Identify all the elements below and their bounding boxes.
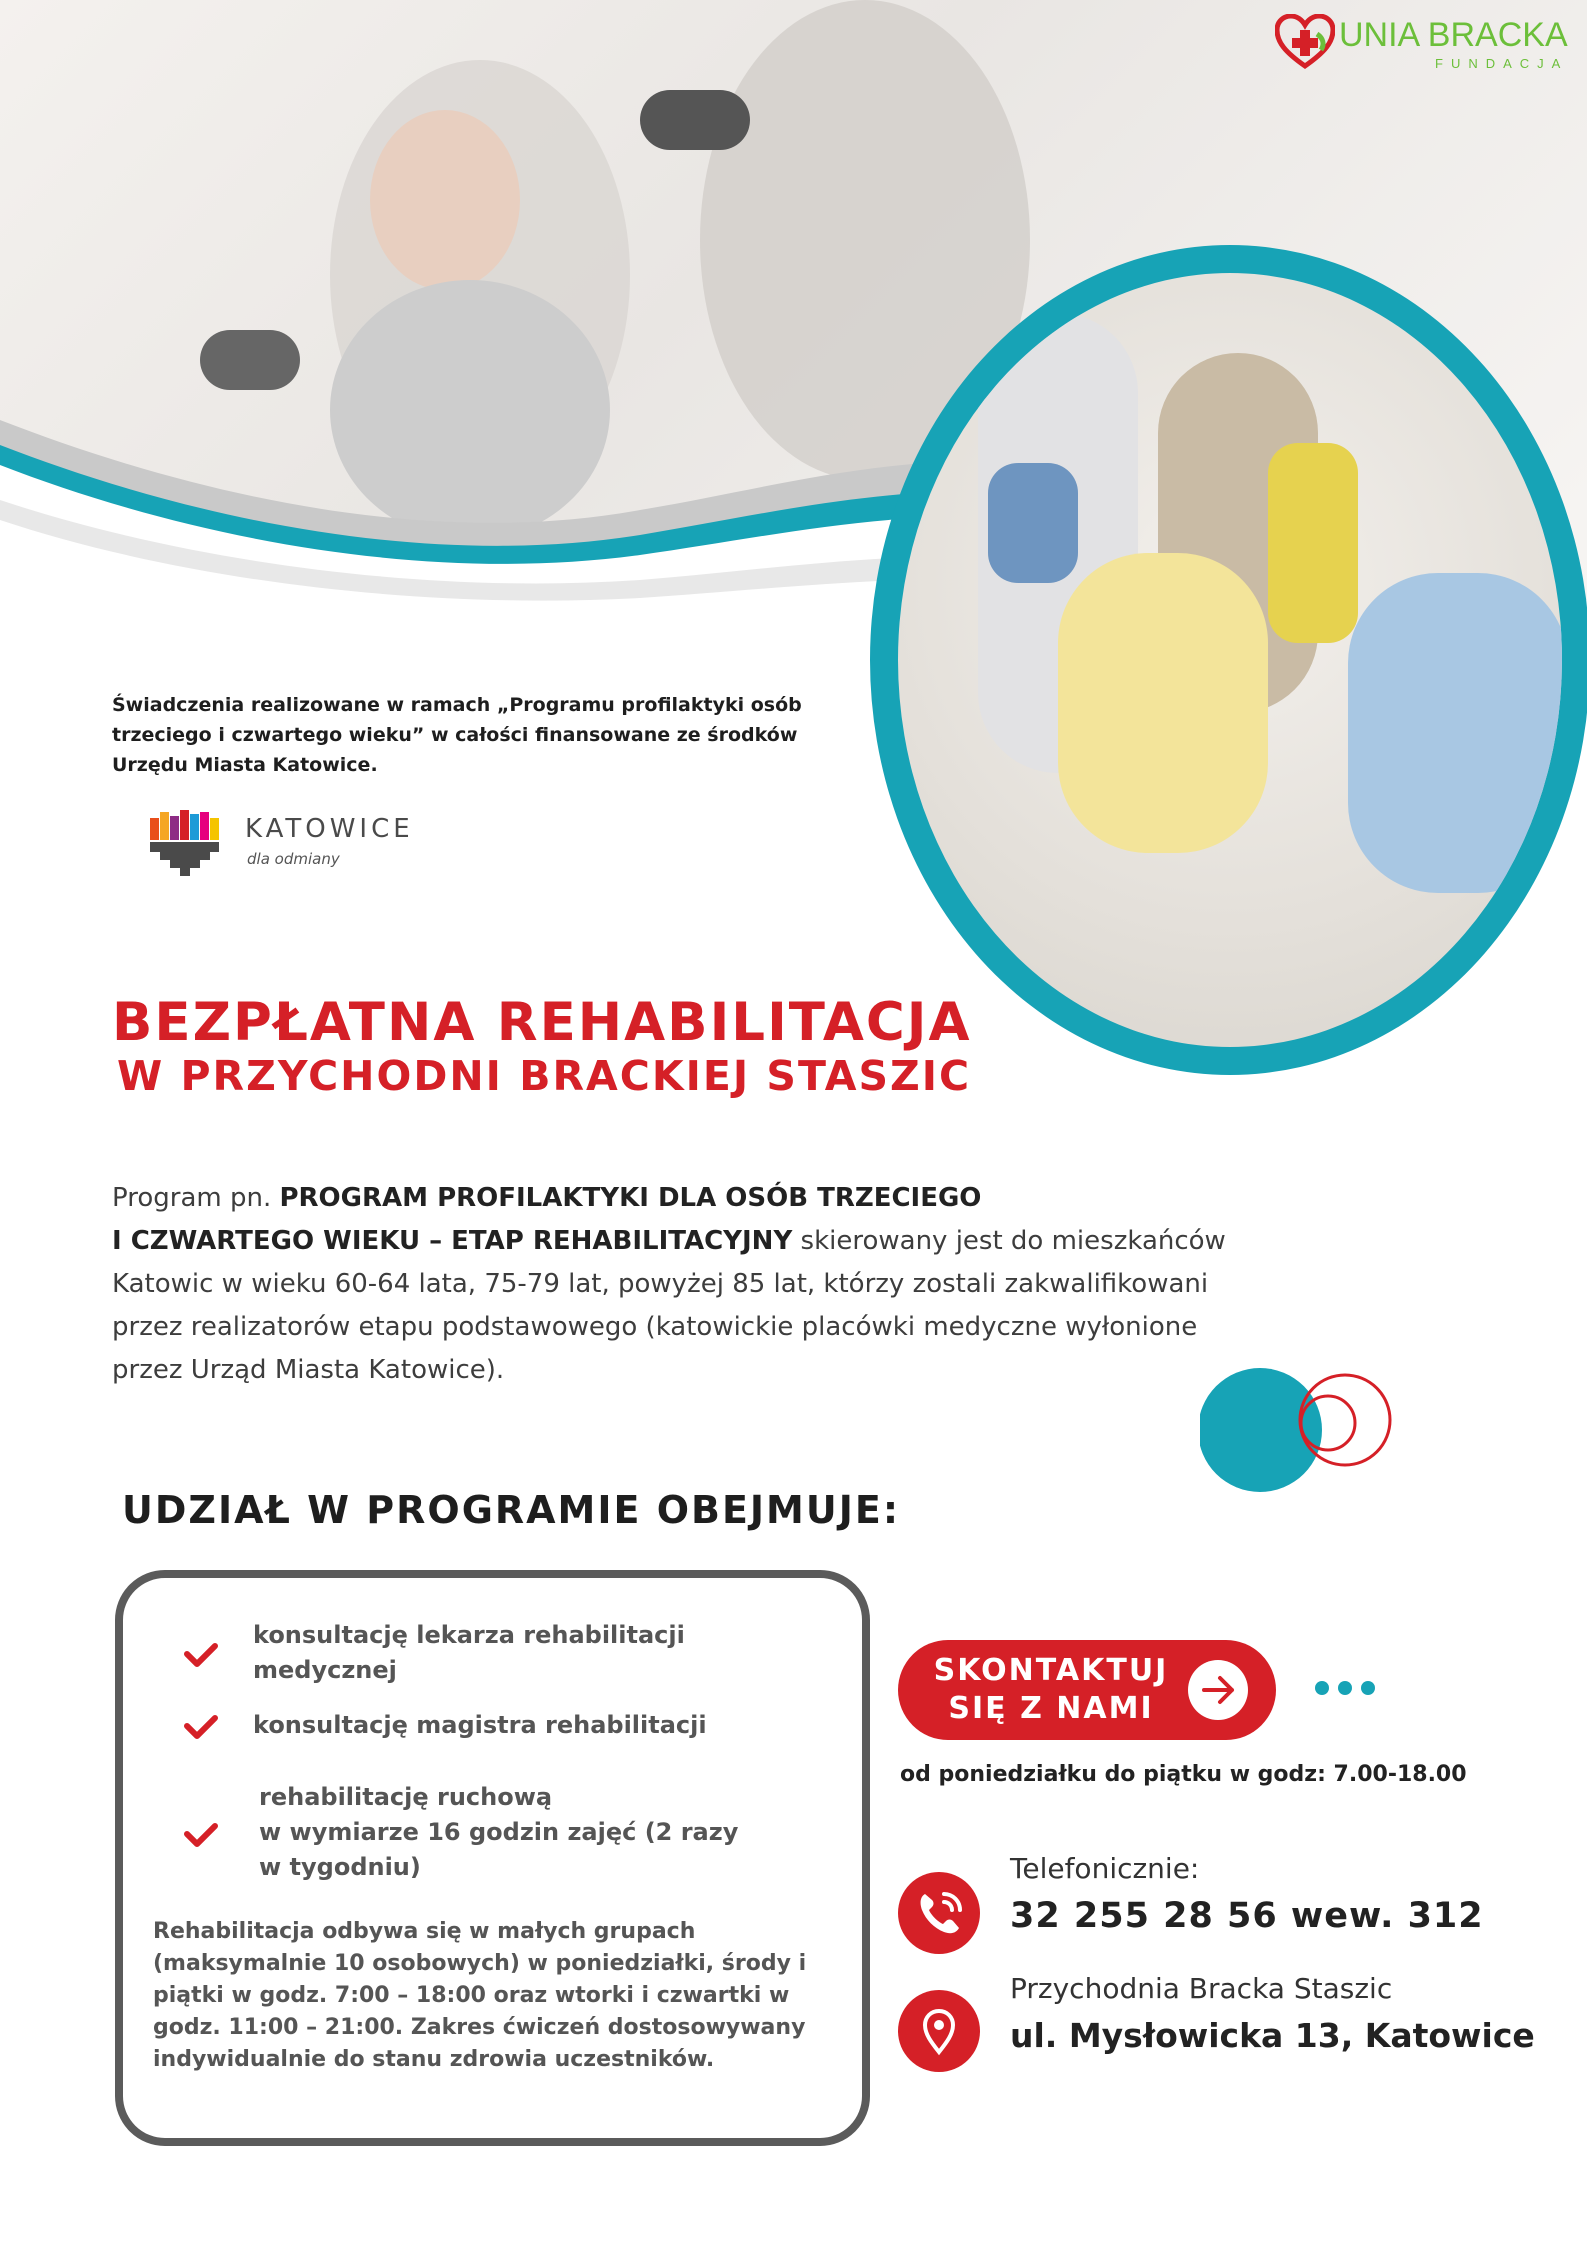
clinic-name: Przychodnia Bracka Staszic	[1010, 1972, 1393, 2005]
location-pin-icon	[898, 1990, 980, 2072]
katowice-emblem-icon	[150, 808, 230, 888]
benefit-text: konsultację magistra rehabilitacji	[253, 1711, 707, 1739]
phone-number[interactable]: 32 255 28 56 wew. 312	[1010, 1896, 1484, 1936]
benefit-text: konsultację lekarza rehabilitacji medycznej	[253, 1621, 685, 1684]
logo-name: UNIA BRACKA	[1339, 16, 1568, 54]
program-description	[112, 1177, 1262, 1392]
benefit-text: rehabilitację ruchową w wymiarze 16 godzin zajęć (2 razy w tygodniu)	[259, 1783, 739, 1881]
heart-cross-icon	[1275, 14, 1335, 70]
group-photo-circle	[870, 245, 1587, 1075]
phone-icon	[898, 1872, 980, 1954]
decorative-circles	[1200, 1365, 1400, 1495]
arrow-right-icon	[1188, 1660, 1248, 1720]
katowice-logo[interactable]	[150, 808, 450, 888]
check-icon	[183, 1640, 219, 1670]
phone-label: Telefonicznie:	[1010, 1852, 1200, 1885]
clinic-address[interactable]: ul. Mysłowicka 13, Katowice	[1010, 2016, 1535, 2055]
program-name-1: PROGRAM PROFILAKTYKI DLA OSÓB TRZECIEGO	[279, 1183, 982, 1213]
check-icon	[183, 1820, 219, 1850]
headline-main: BEZPŁATNA REHABILITACJA	[112, 992, 972, 1053]
logo-subtitle: FUNDACJA	[1435, 56, 1569, 71]
check-icon	[183, 1712, 219, 1742]
financing-note: Świadczenia realizowane w ramach „Programu profilaktyki osób trzeciego i czwartego wieku” w całości finansowane ze środków Urzędu Miasta Katowice.	[112, 694, 802, 776]
opening-hours: od poniedziałku do piątku w godz: 7.00-18.00	[900, 1762, 1467, 1787]
schedule-note: Rehabilitacja odbywa się w małych grupach (maksymalnie 10 osobowych) w poniedziałki, środy i piątki w godz. 7:00 – 18:00 oraz wtorki i czwartki w godz. 11:00 – 21:00. Zakres ćwiczeń dostosowywany indywidualnie do stanu zdrowia uczestników.	[153, 1919, 807, 2072]
ellipsis-dots	[1315, 1680, 1395, 1700]
description-intro: Program pn.	[112, 1183, 280, 1213]
unia-bracka-logo[interactable]	[1275, 14, 1575, 74]
program-benefits-box	[115, 1570, 870, 2146]
katowice-tagline: dla odmiany	[247, 850, 340, 868]
headline-sub: W PRZYCHODNI BRACKIEJ STASZIC	[117, 1052, 972, 1100]
program-name-2: I CZWARTEGO WIEKU – ETAP REHABILITACYJNY	[112, 1226, 793, 1256]
contact-button-label: SKONTAKTUJ SIĘ Z NAMI	[933, 1653, 1169, 1726]
section-heading: UDZIAŁ W PROGRAMIE OBEJMUJE:	[122, 1488, 901, 1532]
wave-decoration	[0, 420, 1000, 650]
contact-us-button[interactable]	[898, 1640, 1276, 1740]
katowice-name: KATOWICE	[245, 814, 414, 844]
description-rest: skierowany jest do mieszkańców Katowic w wieku 60-64 lata, 75-79 lat, powyżej 85 lat, którzy zostali zakwalifikowani przez realizatorów etapu podstawowego (katowickie placówki medyczne wyłonione przez Urząd Miasta Katowice).	[112, 1226, 1226, 1385]
